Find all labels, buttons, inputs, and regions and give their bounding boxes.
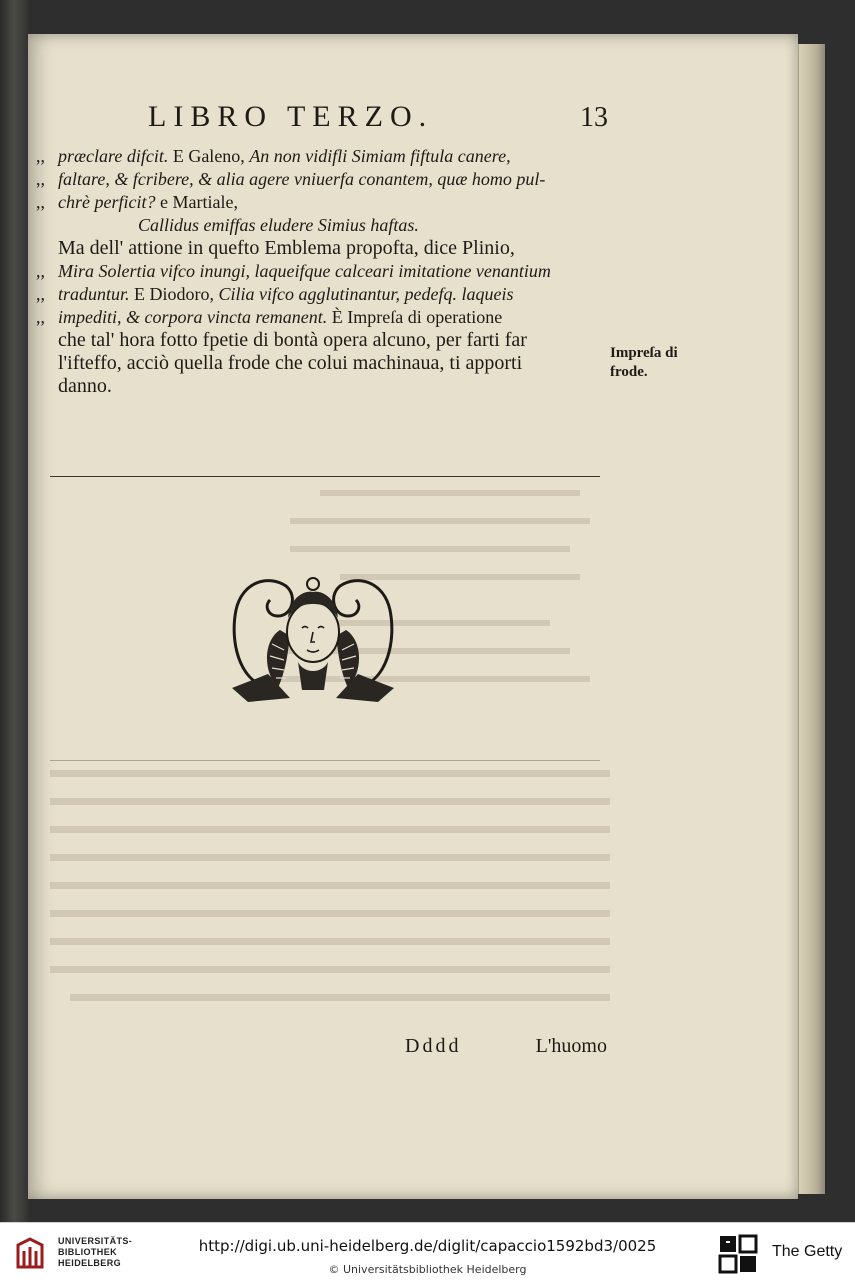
- page-number: 13: [580, 102, 608, 133]
- cherub-knot: [307, 578, 319, 590]
- bleed-lines: [40, 470, 610, 1070]
- running-title: LIBRO TERZO.: [148, 100, 434, 133]
- latin-quotation: chrè perficit?: [58, 192, 160, 212]
- copyright-notice: © Universitätsbibliothek Heidelberg: [328, 1263, 527, 1276]
- latin-quotation: An non vidifli Simiam fiftula canere,: [249, 146, 511, 166]
- text-line: [36, 352, 606, 375]
- latin-quotation: Callidus emiffas eludere Simius haftas.: [138, 215, 419, 235]
- page-header: [148, 100, 608, 140]
- quotation-mark: ,,: [36, 192, 45, 212]
- italian-text: E Diodoro,: [134, 284, 219, 304]
- getty-name: The Getty: [772, 1243, 843, 1260]
- document-url[interactable]: http://digi.ub.uni-heidelberg.de/diglit/capaccio1592bd3/0025: [198, 1237, 657, 1255]
- italian-text: danno.: [58, 375, 112, 397]
- text-line: [36, 145, 606, 168]
- italian-text: È Impreſa di operatione: [331, 307, 503, 327]
- text-line: [36, 283, 606, 306]
- cherub-ornament: [228, 570, 398, 705]
- latin-quotation: Mira Solertia vifco inungi, laqueifque calceari imitatione venantium: [58, 261, 551, 281]
- text-line: [36, 375, 606, 398]
- latin-quotation: præclare difcit.: [58, 146, 173, 166]
- italian-text: che tal' hora fotto fpetie di bontà opera alcuno, per farti far: [58, 329, 527, 351]
- text-line: [36, 329, 606, 352]
- latin-quotation: impediti, & corpora vincta remanent.: [58, 307, 332, 327]
- italian-text: e Martiale,: [159, 192, 238, 212]
- page-edge: [798, 44, 825, 1194]
- italian-text: E Galeno,: [172, 146, 250, 166]
- library-name-line-3: HEIDELBERG: [58, 1258, 122, 1268]
- bleed-rule: [50, 760, 600, 761]
- getty-logo[interactable]: [718, 1234, 758, 1274]
- cherub-drapery: [298, 662, 328, 690]
- library-name-line-2: BIBLIOTHEK: [58, 1247, 117, 1257]
- quotation-mark: ,,: [36, 284, 45, 304]
- text-line: [36, 306, 606, 329]
- latin-quotation: faltare, & fcribere, & alia agere vniuerfa conantem, quæ homo pul-: [58, 169, 546, 189]
- italian-text: l'ifteffo, acciò quella frode che colui machinaua, ti apporti: [58, 352, 523, 374]
- text-line: [36, 237, 606, 260]
- latin-quotation: traduntur.: [58, 284, 135, 304]
- marginal-note-line-1: Impreſa di: [610, 345, 678, 361]
- text-line: [36, 260, 606, 283]
- signature-mark: Dddd: [405, 1035, 462, 1057]
- quotation-mark: ,,: [36, 146, 45, 166]
- catchwords: [405, 1035, 607, 1061]
- catchword: L'huomo: [535, 1035, 607, 1057]
- quotation-mark: ,,: [36, 169, 45, 189]
- text-line: [36, 168, 606, 191]
- text-line: [36, 214, 606, 237]
- bleed-through-texture: [40, 470, 610, 1070]
- quotation-mark: ,,: [36, 261, 45, 281]
- marginal-note: [610, 344, 700, 382]
- marginal-note-line-2: frode.: [610, 364, 648, 380]
- latin-quotation: Cilia vifco agglutinantur, pedefq. laqueis: [218, 284, 514, 304]
- library-name-line-1: UNIVERSITÄTS-: [58, 1236, 133, 1246]
- text-line: [36, 191, 606, 214]
- italian-text: Ma dell' attione in quefto Emblema propofta, dice Plinio,: [58, 237, 515, 259]
- top-rule: [50, 476, 600, 477]
- quotation-mark: ,,: [36, 307, 45, 327]
- viewer-footer: [0, 1222, 855, 1285]
- body-text: [36, 145, 606, 398]
